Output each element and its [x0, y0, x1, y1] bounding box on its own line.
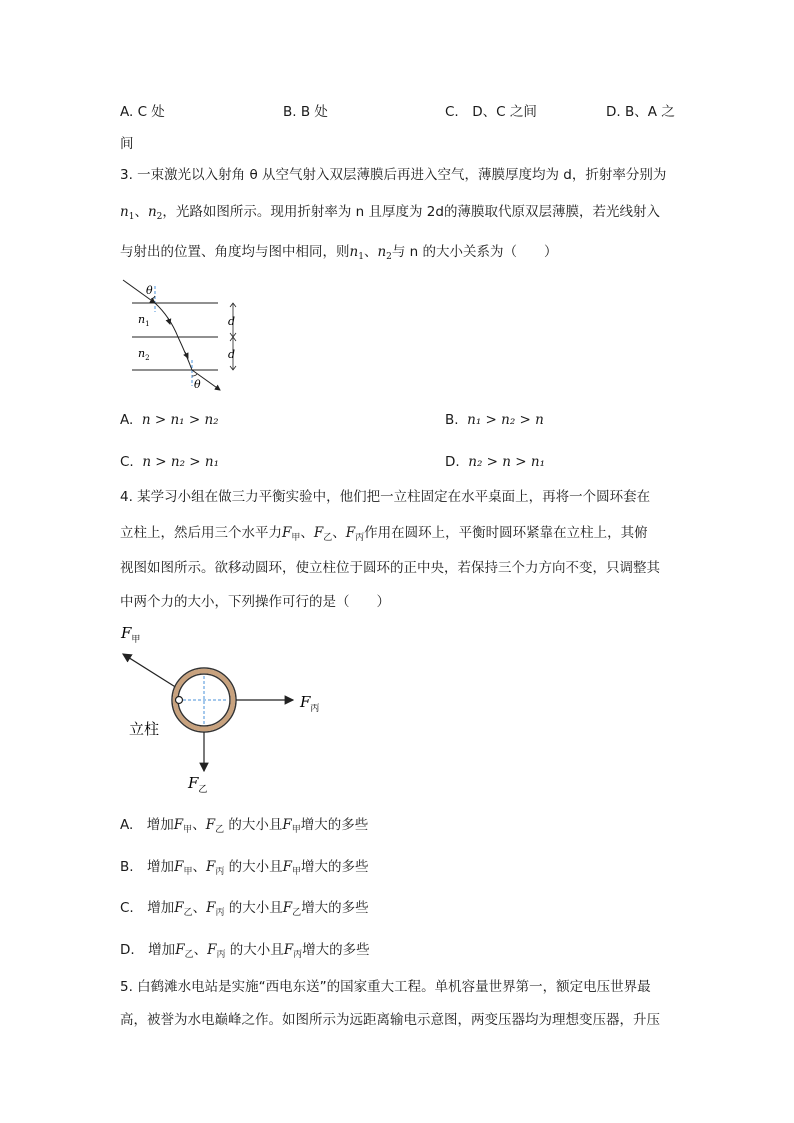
q3-option-b: B. n₁ > n₂ > n	[445, 412, 544, 428]
q2-option-a: A. C 处	[120, 104, 165, 120]
d-label-1: d	[228, 315, 236, 328]
n2-label: $n_2$	[138, 347, 150, 362]
q3-option-c: C. n > n₂ > n₁	[120, 454, 220, 470]
d-label-2: d	[228, 348, 236, 361]
q4-option-d: D. 增加$F_乙$、$F_丙$ 的大小且$F_丙$增大的多些	[120, 942, 370, 960]
f-jia-label: $F_甲$	[121, 624, 141, 645]
n1-label: $n_1$	[138, 313, 150, 328]
q4-line2: 立柱上，然后用三个水平力$F_甲$、$F_乙$、$F_丙$作用在圆环上，平衡时圆环紧靠在立柱上，其俯	[120, 525, 648, 543]
pillar-label: 立柱	[129, 720, 160, 738]
q2-option-d-cont: 间	[120, 136, 134, 152]
ring-force-diagram	[115, 618, 345, 798]
q3-line2: $n_1$、$n_2$，光路如图所示。现用折射率为 n 且厚度为 2d的薄膜取代原双层薄膜，若光线射入	[120, 204, 660, 222]
q3-option-a: A. n > n₁ > n₂	[120, 412, 219, 428]
q4-option-b: B. 增加$F_甲$、$F_丙$ 的大小且$F_甲$增大的多些	[120, 859, 369, 877]
q4-line1: 4. 某学习小组在做三力平衡实验中，他们把一立柱固定在水平桌面上，再将一个圆环套在	[120, 489, 651, 505]
refraction-diagram	[118, 272, 248, 394]
q4-line4: 中两个力的大小，下列操作可行的是（ ）	[120, 594, 390, 610]
q4-option-a: A. 增加$F_甲$、$F_乙$ 的大小且$F_甲$增大的多些	[120, 817, 369, 835]
q5-line2: 高，被誉为水电巅峰之作。如图所示为远距离输电示意图，两变压器均为理想变压器，升压	[120, 1012, 660, 1028]
q2-option-c: C. D、C 之间	[445, 104, 537, 120]
q4-line3: 视图如图所示。欲移动圆环，使立柱位于圆环的正中央，若保持三个力方向不变，只调整其	[120, 560, 660, 576]
q2-option-d: D. B、A 之	[606, 104, 675, 120]
q3-line1: 3. 一束激光以入射角 θ 从空气射入双层薄膜后再进入空气，薄膜厚度均为 d，折射率分别为	[120, 167, 667, 183]
f-bing-label: $F_丙$	[300, 693, 320, 714]
theta-top-label: θ	[146, 284, 153, 297]
q4-option-c: C. 增加$F_乙$、$F_丙$ 的大小且$F_乙$增大的多些	[120, 900, 369, 918]
f-yi-label: $F_乙$	[188, 774, 208, 795]
q5-line1: 5. 白鹤滩水电站是实施“西电东送”的国家重大工程。单机容量世界第一，额定电压世界最	[120, 979, 651, 995]
q3-line3: 与射出的位置、角度均与图中相同，则$n_1$、$n_2$与 n 的大小关系为（ ）	[120, 244, 558, 262]
theta-bottom-label: θ	[194, 378, 201, 391]
q2-option-b: B. B 处	[283, 104, 328, 120]
q3-option-d: D. n₂ > n > n₁	[445, 454, 545, 470]
